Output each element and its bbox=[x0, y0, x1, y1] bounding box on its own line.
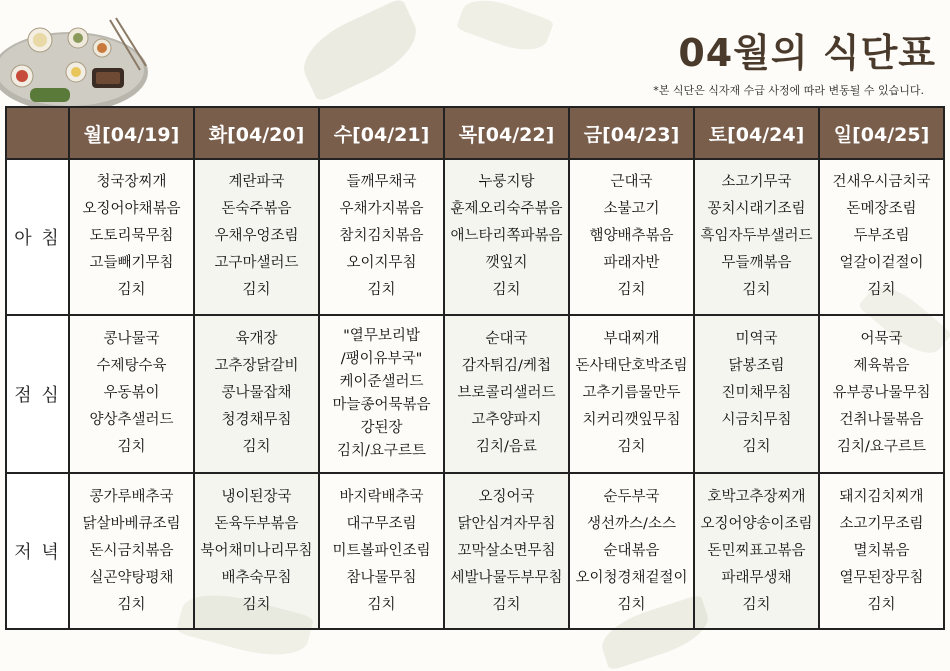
menu-item: 콩나물잡채 bbox=[221, 385, 292, 402]
menu-item: 깻잎지 bbox=[485, 255, 528, 272]
menu-item: 흑임자두부샐러드 bbox=[700, 228, 813, 245]
menu-item: 김치 bbox=[117, 439, 146, 456]
menu-item: 고구마샐러드 bbox=[214, 255, 299, 272]
menu-item: 세발나물두부무침 bbox=[450, 569, 563, 586]
meal-row bbox=[6, 159, 944, 315]
menu-item: 강된장 bbox=[360, 419, 403, 436]
day-header: 금[04/23] bbox=[569, 107, 694, 159]
menu-item: 콩나물국 bbox=[103, 331, 160, 348]
menu-cell bbox=[444, 315, 569, 474]
menu-item: 김치 bbox=[367, 282, 396, 299]
menu-item: 김치 bbox=[242, 439, 271, 456]
menu-item: 김치/요구르트 bbox=[837, 439, 926, 456]
menu-item: 생선까스/소스 bbox=[587, 515, 676, 532]
menu-item: 케이준샐러드 bbox=[339, 373, 424, 390]
menu-item: 북어채미나리무침 bbox=[200, 542, 313, 559]
menu-item: 파래자반 bbox=[603, 255, 660, 272]
background-leaf bbox=[456, 0, 554, 59]
meal-label: 점 심 bbox=[6, 315, 69, 474]
menu-item: 오이청경채겉절이 bbox=[575, 569, 688, 586]
meal-row bbox=[6, 473, 944, 629]
menu-item: 멸치볶음 bbox=[853, 542, 910, 559]
menu-cell bbox=[194, 159, 319, 315]
menu-item: 우채가지볶음 bbox=[339, 201, 424, 218]
menu-item: 김치 bbox=[867, 282, 896, 299]
menu-item: 부대찌개 bbox=[603, 331, 660, 348]
menu-cell bbox=[194, 315, 319, 474]
menu-item: 건취나물볶음 bbox=[839, 412, 924, 429]
menu-item: 김치/요구르트 bbox=[337, 442, 426, 459]
menu-item: 고추장닭갈비 bbox=[214, 358, 299, 375]
meal-label: 아 침 bbox=[6, 159, 69, 315]
menu-cell bbox=[819, 473, 944, 629]
menu-item: 돈육두부볶음 bbox=[214, 515, 299, 532]
menu-item: /팽이유부국" bbox=[340, 350, 423, 367]
menu-cell bbox=[319, 315, 444, 474]
menu-item: 제육볶음 bbox=[853, 358, 910, 375]
meal-schedule-table bbox=[5, 106, 945, 630]
menu-cell bbox=[694, 473, 819, 629]
menu-item: 참치김치볶음 bbox=[339, 228, 424, 245]
menu-item: 치커리깻잎무침 bbox=[582, 412, 681, 429]
menu-cell bbox=[694, 315, 819, 474]
menu-item: 미역국 bbox=[735, 331, 778, 348]
menu-item: 소고기무조림 bbox=[839, 515, 924, 532]
menu-item: 계란파국 bbox=[228, 174, 285, 191]
menu-cell bbox=[569, 315, 694, 474]
menu-item: 오이지무침 bbox=[346, 255, 417, 272]
menu-item: 김치 bbox=[242, 282, 271, 299]
menu-item: 두부조림 bbox=[853, 228, 910, 245]
menu-item: 훈제오리숙주볶음 bbox=[450, 201, 563, 218]
menu-item: 김치 bbox=[367, 596, 396, 613]
menu-item: 닭안심겨자무침 bbox=[457, 515, 556, 532]
menu-item: 브로콜리샐러드 bbox=[457, 385, 556, 402]
menu-item: 고추기름물만두 bbox=[582, 385, 681, 402]
menu-item: 소불고기 bbox=[603, 201, 660, 218]
menu-cell bbox=[319, 473, 444, 629]
menu-item: 닭봉조림 bbox=[728, 358, 785, 375]
menu-item: 들깨무채국 bbox=[346, 174, 417, 191]
menu-item: 콩가루배추국 bbox=[89, 488, 174, 505]
menu-item: 돈숙주볶음 bbox=[221, 201, 292, 218]
menu-item: 수제탕수육 bbox=[96, 358, 167, 375]
menu-cell bbox=[694, 159, 819, 315]
menu-item: 돼지김치찌개 bbox=[839, 488, 924, 505]
menu-cell bbox=[819, 159, 944, 315]
menu-cell bbox=[819, 315, 944, 474]
page-title: 04월의 식단표 bbox=[678, 31, 936, 75]
menu-item: 햄양배추볶음 bbox=[589, 228, 674, 245]
menu-item: 고들빼기무침 bbox=[89, 255, 174, 272]
menu-item: 김치 bbox=[617, 596, 646, 613]
menu-item: 열무된장무침 bbox=[839, 569, 924, 586]
menu-item: 감자튀김/케첩 bbox=[462, 358, 551, 375]
menu-item: 양상추샐러드 bbox=[89, 412, 174, 429]
menu-item: 김치 bbox=[867, 596, 896, 613]
menu-item: 참나물무침 bbox=[346, 569, 417, 586]
menu-item: 배추숙무침 bbox=[221, 569, 292, 586]
menu-item: 건새우시금치국 bbox=[832, 174, 931, 191]
meal-row bbox=[6, 315, 944, 474]
menu-item: 김치/음료 bbox=[476, 439, 537, 456]
menu-cell bbox=[444, 159, 569, 315]
day-header: 일[04/25] bbox=[819, 107, 944, 159]
menu-item: 김치 bbox=[742, 282, 771, 299]
menu-item: 김치 bbox=[742, 596, 771, 613]
menu-item: 육개장 bbox=[235, 331, 278, 348]
menu-item: 바지락배추국 bbox=[339, 488, 424, 505]
menu-item: 오징어국 bbox=[478, 488, 535, 505]
menu-item: 순두부국 bbox=[603, 488, 660, 505]
menu-item: 김치 bbox=[617, 282, 646, 299]
menu-item: 무들깨볶음 bbox=[721, 255, 792, 272]
menu-item: 어묵국 bbox=[860, 331, 903, 348]
day-header: 월[04/19] bbox=[69, 107, 194, 159]
menu-item: 대구무조림 bbox=[346, 515, 417, 532]
menu-cell bbox=[569, 473, 694, 629]
menu-item: 김치 bbox=[617, 439, 646, 456]
menu-item: 근대국 bbox=[610, 174, 653, 191]
day-header: 목[04/22] bbox=[444, 107, 569, 159]
menu-item: 순대국 bbox=[485, 331, 528, 348]
menu-item: 유부콩나물무침 bbox=[832, 385, 931, 402]
menu-item: 김치 bbox=[492, 282, 521, 299]
menu-item: 청경채무침 bbox=[221, 412, 292, 429]
menu-item: 돈메장조림 bbox=[846, 201, 917, 218]
menu-item: 우채우엉조림 bbox=[214, 228, 299, 245]
menu-item: 돈시금치볶음 bbox=[89, 542, 174, 559]
menu-item: 김치 bbox=[242, 596, 271, 613]
table-corner bbox=[6, 107, 69, 159]
menu-cell bbox=[69, 473, 194, 629]
menu-item: 도토리묵무침 bbox=[89, 228, 174, 245]
menu-notice: *본 식단은 식자재 수급 사정에 따라 변동될 수 있습니다. bbox=[653, 84, 924, 97]
day-header-row bbox=[6, 107, 944, 159]
day-header: 수[04/21] bbox=[319, 107, 444, 159]
menu-item: 꼬막살소면무침 bbox=[457, 542, 556, 559]
menu-cell bbox=[444, 473, 569, 629]
menu-item: 누룽지탕 bbox=[478, 174, 535, 191]
menu-item: 꽁치시래기조림 bbox=[707, 201, 806, 218]
menu-item: 순대볶음 bbox=[603, 542, 660, 559]
menu-item: 미트볼파인조림 bbox=[332, 542, 431, 559]
menu-cell bbox=[69, 315, 194, 474]
menu-item: 김치 bbox=[492, 596, 521, 613]
menu-item: 고추양파지 bbox=[471, 412, 542, 429]
meal-label: 저 녁 bbox=[6, 473, 69, 629]
menu-item: 우동볶이 bbox=[103, 385, 160, 402]
menu-cell bbox=[319, 159, 444, 315]
menu-item: 호박고추장찌개 bbox=[707, 488, 806, 505]
menu-item: 청국장찌개 bbox=[96, 174, 167, 191]
menu-item: 소고기무국 bbox=[721, 174, 792, 191]
menu-item: 실곤약탕평채 bbox=[89, 569, 174, 586]
menu-item: 닭살바베큐조림 bbox=[82, 515, 181, 532]
menu-cell bbox=[69, 159, 194, 315]
menu-item: 시금치무침 bbox=[721, 412, 792, 429]
menu-item: 오징어양송이조림 bbox=[700, 515, 813, 532]
day-header: 화[04/20] bbox=[194, 107, 319, 159]
food-table-illustration bbox=[0, 0, 150, 108]
menu-item: 진미채무침 bbox=[721, 385, 792, 402]
menu-item: 마늘종어묵볶음 bbox=[332, 396, 431, 413]
menu-item: 냉이된장국 bbox=[221, 488, 292, 505]
menu-item: 돈민찌표고볶음 bbox=[707, 542, 806, 559]
menu-item: 김치 bbox=[117, 282, 146, 299]
menu-item: 애느타리쪽파볶음 bbox=[450, 228, 563, 245]
menu-item: 얼갈이겉절이 bbox=[839, 255, 924, 272]
menu-cell bbox=[569, 159, 694, 315]
menu-item: 파래무생채 bbox=[721, 569, 792, 586]
day-header: 토[04/24] bbox=[694, 107, 819, 159]
menu-item: 오징어야채볶음 bbox=[82, 201, 181, 218]
menu-item: "열무보리밥 bbox=[343, 327, 420, 344]
menu-item: 돈사태단호박조림 bbox=[575, 358, 688, 375]
menu-cell bbox=[194, 473, 319, 629]
background-leaf bbox=[293, 0, 427, 103]
menu-item: 김치 bbox=[742, 439, 771, 456]
menu-item: 김치 bbox=[117, 596, 146, 613]
